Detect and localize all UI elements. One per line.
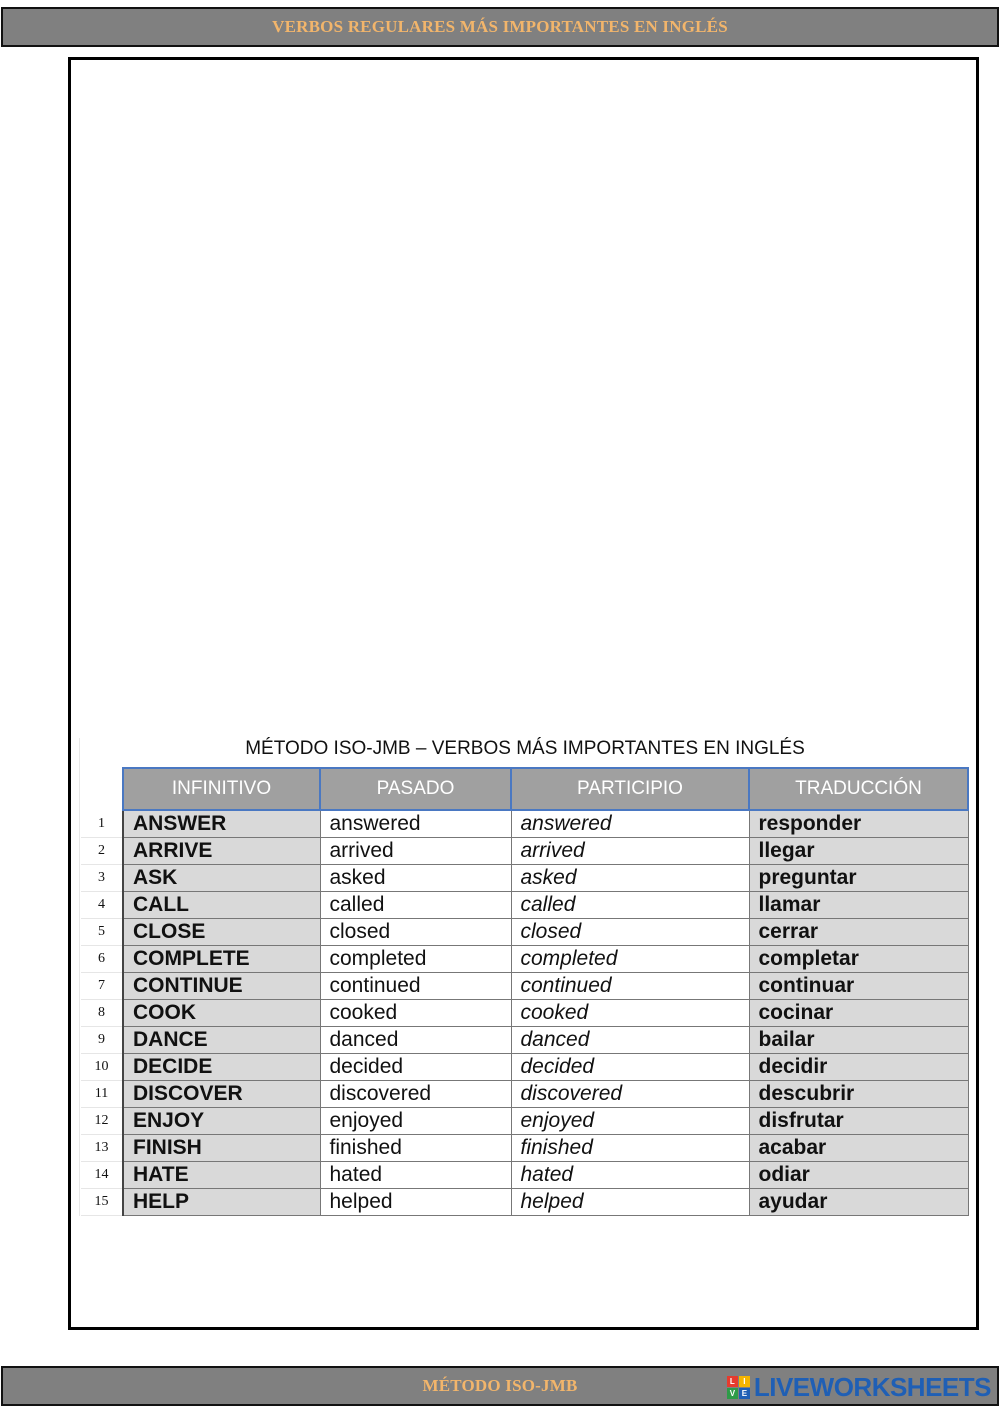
translation-cell: decidir: [749, 1054, 968, 1081]
translation-cell: ayudar: [749, 1189, 968, 1216]
logo-letter: V: [727, 1388, 738, 1399]
row-number: 12: [81, 1108, 123, 1135]
past-cell: called: [320, 892, 511, 919]
infinitive-cell: DANCE: [123, 1027, 320, 1054]
table-row: [81, 1081, 968, 1108]
infinitive-cell: DECIDE: [123, 1054, 320, 1081]
table-row: [81, 865, 968, 892]
infinitive-cell: CONTINUE: [123, 973, 320, 1000]
logo-letter: I: [739, 1376, 750, 1387]
row-number: 1: [81, 810, 123, 838]
translation-cell: disfrutar: [749, 1108, 968, 1135]
table-row: [81, 973, 968, 1000]
column-header-pasado: PASADO: [320, 768, 511, 810]
translation-cell: responder: [749, 810, 968, 838]
translation-cell: descubrir: [749, 1081, 968, 1108]
brand-text: LIVEWORKSHEETS: [753, 1372, 991, 1402]
translation-cell: llamar: [749, 892, 968, 919]
table-row: [81, 1054, 968, 1081]
table-row: [81, 1162, 968, 1189]
row-number: 2: [81, 838, 123, 865]
liveworksheets-brand[interactable]: [727, 1372, 991, 1403]
footer-title: MÉTODO ISO-JMB: [422, 1376, 578, 1395]
translation-cell: continuar: [749, 973, 968, 1000]
past-cell: finished: [320, 1135, 511, 1162]
past-cell: helped: [320, 1189, 511, 1216]
row-number-header: [81, 768, 123, 810]
infinitive-cell: DISCOVER: [123, 1081, 320, 1108]
participle-cell: closed: [511, 919, 749, 946]
participle-cell: danced: [511, 1027, 749, 1054]
infinitive-cell: ANSWER: [123, 810, 320, 838]
row-number: 15: [81, 1189, 123, 1216]
participle-cell: decided: [511, 1054, 749, 1081]
row-number: 4: [81, 892, 123, 919]
row-number: 11: [81, 1081, 123, 1108]
infinitive-cell: HELP: [123, 1189, 320, 1216]
past-cell: closed: [320, 919, 511, 946]
table-row: [81, 1189, 968, 1216]
participle-cell: cooked: [511, 1000, 749, 1027]
translation-cell: completar: [749, 946, 968, 973]
table-row: [81, 919, 968, 946]
column-header-infinitivo: INFINITIVO: [123, 768, 320, 810]
participle-cell: asked: [511, 865, 749, 892]
header-title: VERBOS REGULARES MÁS IMPORTANTES EN INGLÉS: [272, 17, 728, 36]
row-number: 14: [81, 1162, 123, 1189]
row-number: 5: [81, 919, 123, 946]
table-body: [81, 810, 968, 1216]
logo-letter: E: [739, 1388, 750, 1399]
infinitive-cell: COOK: [123, 1000, 320, 1027]
row-number: 8: [81, 1000, 123, 1027]
past-cell: discovered: [320, 1081, 511, 1108]
infinitive-cell: ENJOY: [123, 1108, 320, 1135]
footer-banner: [1, 1366, 999, 1406]
participle-cell: discovered: [511, 1081, 749, 1108]
table-row: [81, 892, 968, 919]
table-row: [81, 1027, 968, 1054]
infinitive-cell: HATE: [123, 1162, 320, 1189]
infinitive-cell: CALL: [123, 892, 320, 919]
participle-cell: answered: [511, 810, 749, 838]
liveworksheets-logo-icon: [727, 1376, 750, 1399]
table-left-strip: [79, 738, 80, 1216]
past-cell: answered: [320, 810, 511, 838]
translation-cell: odiar: [749, 1162, 968, 1189]
participle-cell: completed: [511, 946, 749, 973]
row-number: 9: [81, 1027, 123, 1054]
past-cell: cooked: [320, 1000, 511, 1027]
table-row: [81, 1135, 968, 1162]
translation-cell: bailar: [749, 1027, 968, 1054]
infinitive-cell: FINISH: [123, 1135, 320, 1162]
header-banner: [1, 7, 999, 47]
translation-cell: llegar: [749, 838, 968, 865]
row-number: 10: [81, 1054, 123, 1081]
row-number: 3: [81, 865, 123, 892]
participle-cell: finished: [511, 1135, 749, 1162]
column-header-traduccion: TRADUCCIÓN: [749, 768, 968, 810]
row-number: 6: [81, 946, 123, 973]
infinitive-cell: ARRIVE: [123, 838, 320, 865]
column-header-participio: PARTICIPIO: [511, 768, 749, 810]
participle-cell: enjoyed: [511, 1108, 749, 1135]
table-row: [81, 1000, 968, 1027]
verbs-table: [81, 767, 969, 1216]
table-header-row: [81, 768, 968, 810]
translation-cell: preguntar: [749, 865, 968, 892]
infinitive-cell: ASK: [123, 865, 320, 892]
past-cell: arrived: [320, 838, 511, 865]
participle-cell: hated: [511, 1162, 749, 1189]
participle-cell: called: [511, 892, 749, 919]
past-cell: asked: [320, 865, 511, 892]
participle-cell: continued: [511, 973, 749, 1000]
past-cell: decided: [320, 1054, 511, 1081]
past-cell: danced: [320, 1027, 511, 1054]
past-cell: continued: [320, 973, 511, 1000]
row-number: 7: [81, 973, 123, 1000]
past-cell: hated: [320, 1162, 511, 1189]
row-number: 13: [81, 1135, 123, 1162]
table-row: [81, 1108, 968, 1135]
infinitive-cell: COMPLETE: [123, 946, 320, 973]
infinitive-cell: CLOSE: [123, 919, 320, 946]
past-cell: enjoyed: [320, 1108, 511, 1135]
translation-cell: acabar: [749, 1135, 968, 1162]
participle-cell: arrived: [511, 838, 749, 865]
table-row: [81, 838, 968, 865]
participle-cell: helped: [511, 1189, 749, 1216]
logo-letter: L: [727, 1376, 738, 1387]
past-cell: completed: [320, 946, 511, 973]
translation-cell: cerrar: [749, 919, 968, 946]
table-title: MÉTODO ISO-JMB – VERBOS MÁS IMPORTANTES EN INGLÉS: [245, 738, 805, 759]
translation-cell: cocinar: [749, 1000, 968, 1027]
table-row: [81, 810, 968, 838]
table-row: [81, 946, 968, 973]
